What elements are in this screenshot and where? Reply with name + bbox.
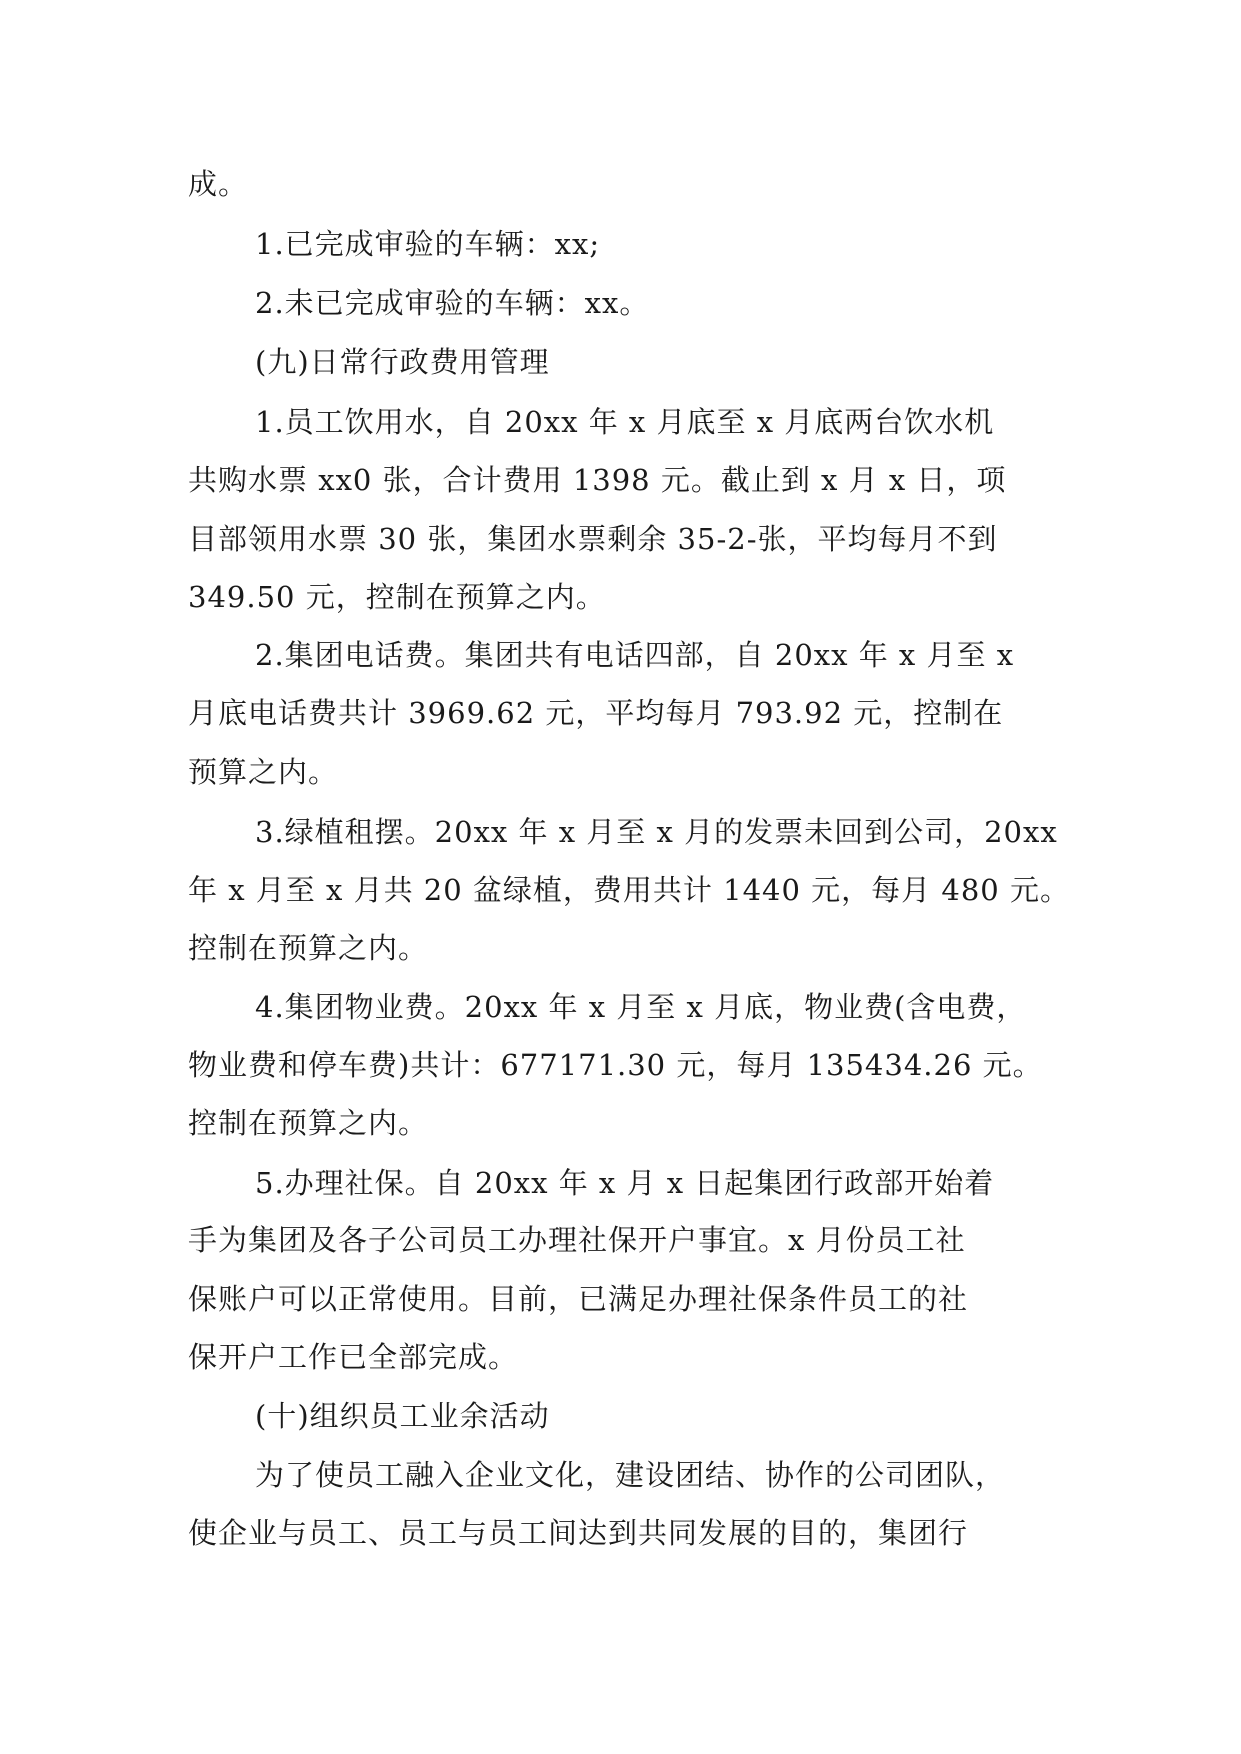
text-line: 保账户可以正常使用。目前，已满足办理社保条件员工的社 [188, 1282, 969, 1316]
text-line: 成。 [188, 167, 249, 201]
text-line: 年 x 月至 x 月共 20 盆绿植，费用共计 1440 元，每月 480 元。 [188, 873, 1070, 907]
text-line: 使企业与员工、员工与员工间达到共同发展的目的，集团行 [188, 1516, 969, 1550]
text-line: 3.绿植租摆。20xx 年 x 月至 x 月的发票未回到公司，20xx [255, 815, 1058, 849]
text-line: 5.办理社保。自 20xx 年 x 月 x 日起集团行政部开始着 [255, 1166, 995, 1200]
text-line: 1.已完成审验的车辆：xx; [255, 227, 601, 261]
section-heading: (十)组织员工业余活动 [255, 1399, 550, 1433]
text-line: 物业费和停车费)共计：677171.30 元，每月 135434.26 元。 [188, 1048, 1043, 1082]
text-line: 手为集团及各子公司员工办理社保开户事宜。x 月份员工社 [188, 1223, 966, 1257]
text-line: 2.集团电话费。集团共有电话四部，自 20xx 年 x 月至 x [255, 638, 1015, 672]
text-line: 4.集团物业费。20xx 年 x 月至 x 月底，物业费(含电费， [255, 990, 1027, 1024]
text-line: 控制在预算之内。 [188, 1106, 429, 1140]
text-line: 1.员工饮用水，自 20xx 年 x 月底至 x 月底两台饮水机 [255, 405, 995, 439]
text-line: 预算之内。 [188, 755, 339, 789]
text-line: 2.未已完成审验的车辆：xx。 [255, 286, 650, 320]
text-line: 目部领用水票 30 张，集团水票剩余 35-2-张，平均每月不到 [188, 522, 998, 556]
text-line: 共购水票 xx0 张，合计费用 1398 元。截止到 x 月 x 日，项 [188, 463, 1007, 497]
section-heading: (九)日常行政费用管理 [255, 345, 550, 379]
text-line: 349.50 元，控制在预算之内。 [188, 580, 606, 614]
text-line: 月底电话费共计 3969.62 元，平均每月 793.92 元，控制在 [188, 696, 1004, 730]
text-line: 保开户工作已全部完成。 [188, 1340, 519, 1374]
text-line: 为了使员工融入企业文化，建设团结、协作的公司团队， [255, 1458, 1006, 1492]
text-line: 控制在预算之内。 [188, 931, 429, 965]
